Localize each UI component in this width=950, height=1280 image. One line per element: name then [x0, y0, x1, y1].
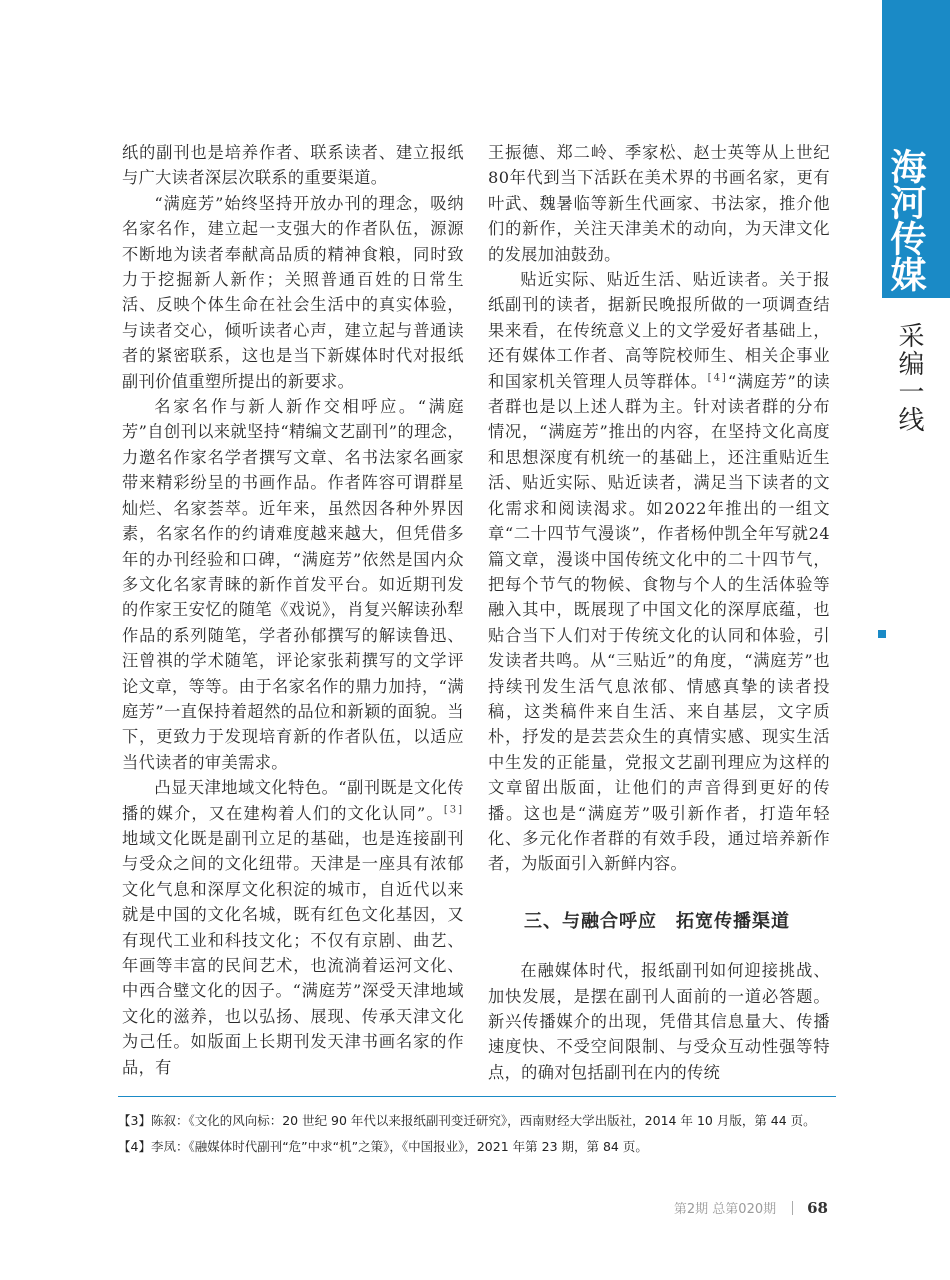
footnote-divider	[118, 1096, 836, 1097]
left-column	[122, 140, 464, 1080]
paragraph	[122, 775, 464, 1080]
paragraph: 在融媒体时代，报纸副刊如何迎接挑战、加快发展，是摆在副刊人面前的一道必答题。新兴传播媒介的出现，凭借其信息量大、传播速度快、不受空间限制、与受众互动性强等特点，的确对包括副刊在内的传统	[488, 961, 830, 1082]
paragraph-text: “满庭芳”的读者群也是以上述人群为主。针对读者群的分布情况，“满庭芳”推出的内容，在坚持文化高度和思想深度有机统一的基础上，还注重贴近生活、贴近实际、贴近读者，满足当下读者的文化需求和阅读渴求。如2022年推出的一组文章“二十四节气漫谈”，作者杨仲凯全年写就24篇文章，漫谈中国传统文化中的二十四节气，把每个节气的物候、食物与个人的生活体验等融入其中，既展现了中国文化的深厚底蕴，也贴合当下人们对于传统文化的认同和体验，引发读者共鸣。从“三贴近”的角度，“满庭芳”也持续刊发生活气息浓郁、情感真挚的读者投稿，这类稿件来自生活、来自基层，文字质朴，抒发的是芸芸众生的真情实感、现实生活中生发的正能量，党报文艺副刊理应为这样的文章留出版面，让他们的声音得到更好的传播。这也是“满庭芳”吸引新作者，打造年轻化、多元化作者群的有效手段，通过培养新作者，为版面引入新鲜内容。	[488, 371, 830, 874]
sidebar-title: 海河传媒	[885, 148, 926, 292]
sidebar-marker-square	[878, 630, 886, 638]
page-number: 68	[807, 1198, 828, 1217]
sidebar-subtitle: 采编一线	[894, 322, 924, 434]
issue-label: 第2期 总第020期	[673, 1202, 777, 1217]
right-column	[488, 140, 830, 1085]
paragraph-text: 地域文化既是副刊立足的基础，也是连接副刊与受众之间的文化纽带。天津是一座具有浓郁文化气息和深厚文化积淀的城市，自近代以来就是中国的文化名城，既有红色文化基因，又有现代工业和科技文化；不仅有京剧、曲艺、年画等丰富的民间艺术，也流淌着运河文化、中西合璧文化的因子。“满庭芳”深受天津地域文化的滋养，也以弘扬、展现、传承天津文化为己任。如版面上长期刊发天津书画名家的作品，有	[122, 828, 464, 1077]
paragraph: 王振德、郑二岭、季家松、赵士英等从上世纪80年代到当下活跃在美术界的书画名家，更有叶武、魏暑临等新生代画家、书法家，推介他们的新作，关注天津美术的动向，为天津文化的发展加油鼓劲。	[488, 143, 830, 264]
footnote-3: 【3】陈叙：《文化的风向标：20 世纪 90 年代以来报纸副刊变迁研究》，西南财经大学出版社，2014 年 10 月版，第 44 页。	[118, 1113, 816, 1128]
footer-divider	[792, 1201, 793, 1215]
paragraph	[488, 267, 830, 877]
citation-ref[interactable]: [3]	[443, 804, 464, 816]
paragraph-text: 凸显天津地域文化特色。“副刊既是文化传播的媒介，又在建构着人们的文化认同”。	[122, 778, 464, 823]
section-heading: 三、与融合呼应 拓宽传播渠道	[524, 910, 790, 932]
paragraph: “满庭芳”始终坚持开放办刊的理念，吸纳名家名作，建立起一支强大的作者队伍，源源不断地为读者奉献高品质的精神食粮，同时致力于挖掘新人新作；关照普通百姓的日常生活、反映个体生命在社会生活中的真实体验，与读者交心，倾听读者心声，建立起与普通读者的紧密联系，这也是当下新媒体时代对报纸副刊价值重塑所提出的新要求。	[122, 193, 464, 391]
citation-ref[interactable]: [4]	[707, 372, 728, 384]
paragraph-text: 贴近实际、贴近生活、贴近读者。关于报纸副刊的读者，据新民晚报所做的一项调查结果来看，在传统意义上的文学爱好者基础上，还有媒体工作者、高等院校师生、相关企事业和国家机关管理人员等群体。	[488, 270, 830, 391]
page-footer	[674, 1198, 828, 1217]
paragraph: 纸的副刊也是培养作者、联系读者、建立报纸与广大读者深层次联系的重要渠道。	[122, 143, 464, 188]
paragraph: 名家名作与新人新作交相呼应。“满庭芳”自创刊以来就坚持“精编文艺副刊”的理念，力邀名作家名学者撰写文章、名书法家名画家带来精彩纷呈的书画作品。作者阵容可谓群星灿烂、名家荟萃。近年来，虽然因各种外界因素，名家名作的约请难度越来越大，但凭借多年的办刊经验和口碑，“满庭芳”依然是国内众多文化名家青睐的新作首发平台。如近期刊发的作家王安忆的随笔《戏说》，肖复兴解读孙犁作品的系列随笔，学者孙郁撰写的解读鲁迅、汪曾祺的学术随笔，评论家张莉撰写的文学评论文章，等等。由于名家名作的鼎力加持，“满庭芳”一直保持着超然的品位和新颖的面貌。当下，更致力于发现培育新的作者队伍，以适应当代读者的审美需求。	[122, 397, 464, 772]
footnote-4: 【4】李凤：《融媒体时代副刊“危”中求“机”之策》，《中国报业》，2021 年第 23 期，第 84 页。	[118, 1139, 648, 1154]
